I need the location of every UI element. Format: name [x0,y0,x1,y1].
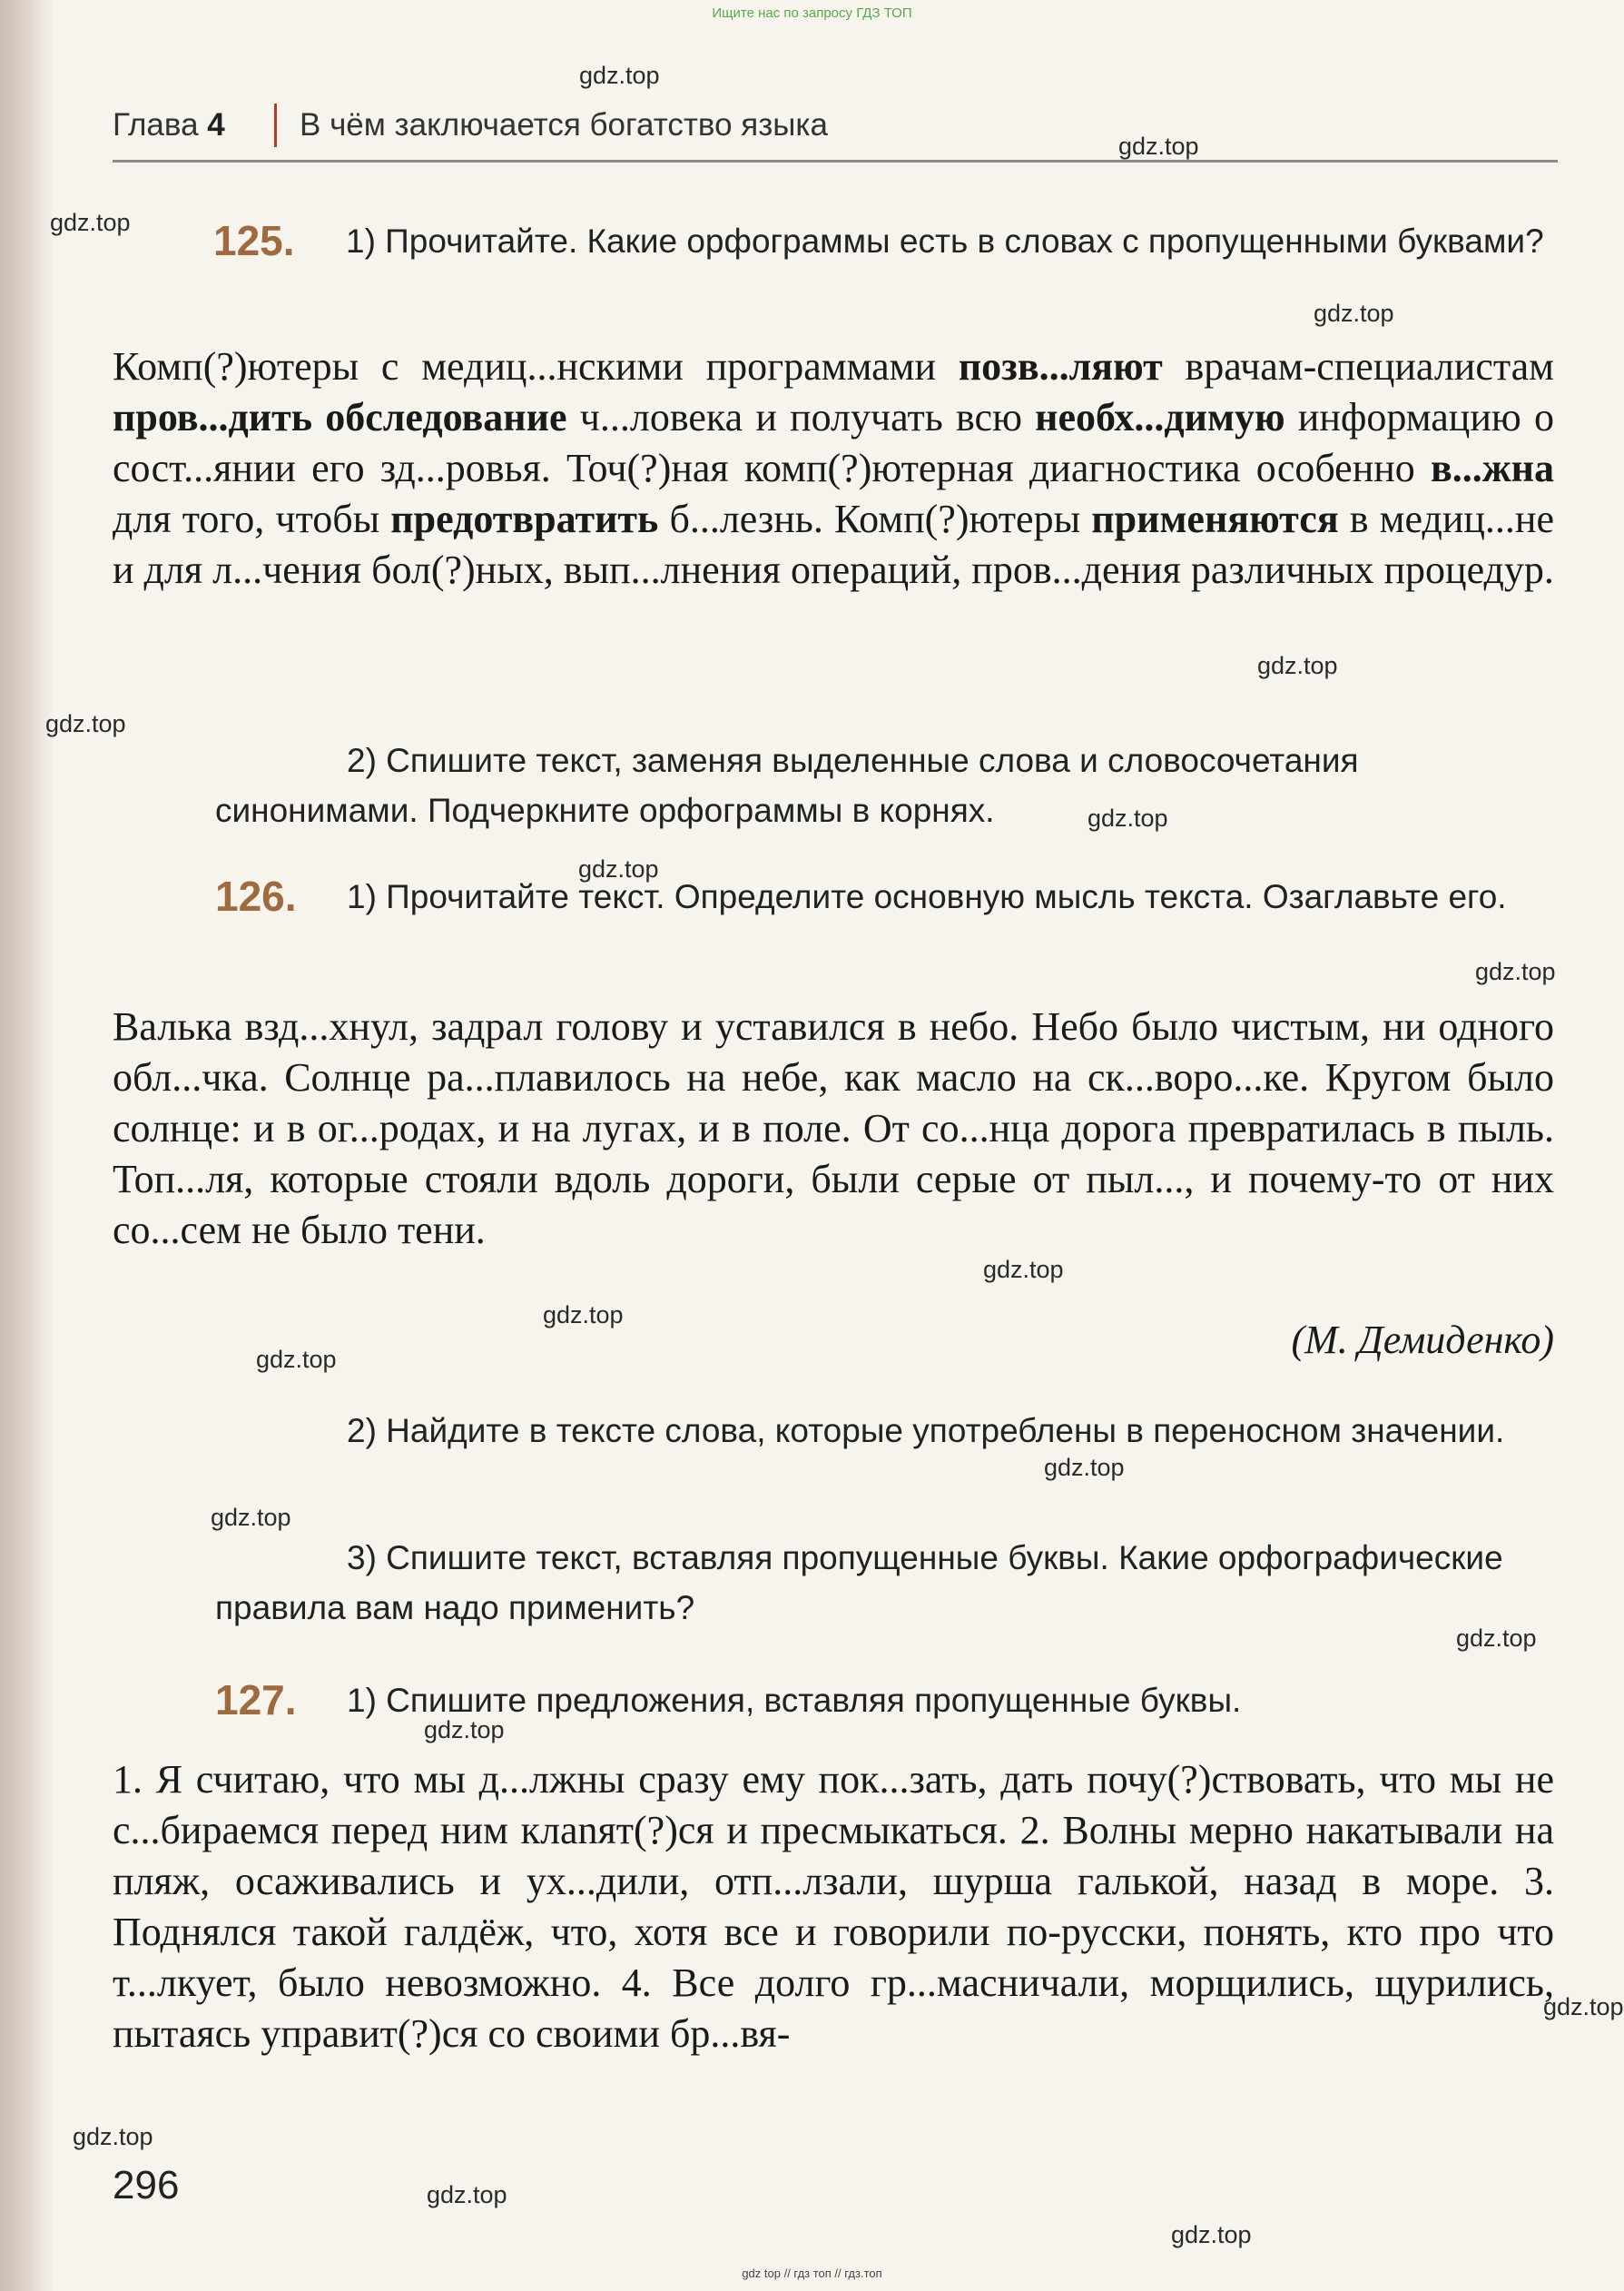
watermark: gdz.top [983,1256,1064,1283]
task-question: 1) Прочитайте текст. Определите основную мысль текста. Озаглавьте его. [347,878,1507,915]
task-125-question-2: 2) Спишите текст, заменяя выделенные слова и словосочетания синонимами. Подчеркните орфограммы в корнях. [215,742,1359,829]
highlighted-word: пров...дить обследование [113,395,567,439]
watermark: gdz.top [427,2181,507,2208]
page-number: 296 [113,2163,180,2207]
watermark: gdz.top [1118,133,1199,160]
task-number: 127. [215,1676,297,1723]
watermark: gdz.top [1456,1624,1537,1652]
author-credit: (М. Демиденко) [1291,1318,1554,1362]
paragraph: Валька взд...хнул, задрал голову и уставился в небо. Небо было чистым, ни одного обл...чка. Солнце ра...плавилось на небе, как масло на ск...воро...ке. Кругом было солнце: и в ог...родах, и на лугах, и в поле. От со...нца дорога превратилась в пыль. Топ...ля, которые стояли вдоль дороги, были серые от пыл..., и почему-то от них со...сем не было тени. [113,1004,1554,1252]
watermark: gdz.top [1257,652,1338,679]
watermark: gdz.top [45,710,126,737]
watermark: gdz.top [73,2123,153,2150]
watermark: gdz.top [578,855,659,883]
chapter-title: В чём заключается богатство языка [300,107,828,143]
task-125-instruction [215,216,1550,266]
chapter-header [113,102,1558,163]
watermark: gdz.top [424,1716,505,1743]
watermark: gdz.top [256,1346,337,1373]
watermark: gdz.top [211,1504,291,1531]
task-question: 1) Прочитайте. Какие орфограммы есть в словах с пропущенными буквами? [346,222,1544,260]
watermark: gdz.top [1543,1993,1624,2020]
watermark: gdz.top [1171,2221,1252,2248]
task-127-text [113,1754,1554,2059]
highlighted-word: применяются [1091,497,1339,541]
task-126-text [113,1002,1554,1256]
watermark: gdz.top [1314,300,1394,327]
task-number: 125. [213,217,295,264]
task-126-question-2: 2) Найдите в тексте слова, которые употреблены в переносном значении. [347,1412,1505,1449]
highlighted-word: необх...димую [1035,395,1285,439]
header-separator [274,104,277,147]
top-note: Ищите нас по запросу ГДЗ ТОП [712,5,912,21]
chapter-label: Глава 4 [113,107,225,143]
watermark: gdz.top [50,209,131,236]
watermark: gdz.top [543,1301,624,1328]
highlighted-word: позв...ляют [958,344,1163,389]
watermark: gdz.top [1044,1454,1125,1481]
watermark: gdz.top [579,62,660,89]
highlighted-word: в...жна [1430,446,1554,490]
task-question: 1) Спишите предложения, вставляя пропущенные буквы. [347,1682,1242,1719]
watermark: gdz.top [1088,805,1168,832]
page-edge [0,0,54,2291]
task-125-text [113,341,1554,596]
task-127-instruction [215,1675,1550,1725]
paragraph: Комп(?)ютеры с медиц...нскими программами позв...ляют врачам-специалистам пров...дить обследование ч...ловека и получать всю необх...димую информацию о сост...янии его зд...ровья. Точ(?)ная комп(?)ютерная диагностика особенно в...жна для того, чтобы предотвратить б...лезнь. Комп(?)ютеры применяются в медиц...не и для л...чения бол(?)ных, вып...лнения операций, пров...дения различных процедур. [113,344,1555,592]
task-126-question-3: 3) Спишите текст, вставляя пропущенные буквы. Какие орфографические правила вам надо применить? [215,1539,1503,1626]
paragraph: 1. Я считаю, что мы д...лжны сразу ему пок...зать, дать почу(?)ствовать, что мы не с...бираемся перед ним клanят(?)ся и пресмыкаться. 2. Волны мерно накатывали на пляж, осаживались и ух...дили, отп...лзали, шурша галькой, назад в море. 3. Поднялся такой галдёж, что, хотя все и говорили по-русски, понять, кто про что т...лкует, было невозможно. 4. Все долго гр...масничали, морщились, щурились, пытаясь управит(?)ся со своими бр...вя- [113,1757,1554,2056]
watermark: gdz.top [1475,958,1556,985]
task-126-instruction [215,872,1550,922]
bottom-note: gdz top // гдз топ // гдз.топ [742,2266,882,2280]
task-number: 126. [215,873,297,920]
highlighted-word: предотвратить [390,497,659,541]
